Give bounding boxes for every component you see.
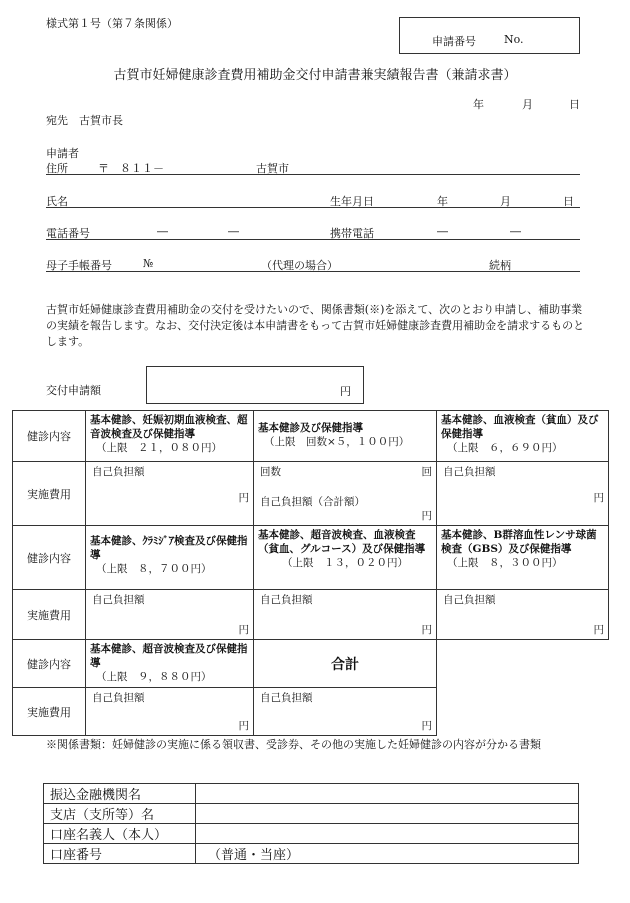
fee-cell-7[interactable]: [86, 688, 254, 736]
note-text: ※関係書類：妊婦健診の実施に係る領収書、受診券、その他の実施した妊婦健診の内容が分かる書類: [46, 738, 541, 751]
mobile-dash-1: ―: [437, 225, 448, 238]
item-6-name: 基本健診、B群溶血性レンサ球菌検査（GBS）及び保健指導: [441, 529, 597, 555]
address-label: 住所: [46, 162, 68, 175]
bank-name-label: 振込金融機関名: [44, 784, 196, 804]
item-5-limit: （上限 １３，０２０円）: [282, 557, 408, 569]
self-pay-label-1: 自己負担額: [92, 466, 145, 478]
fee-cell-6[interactable]: [437, 590, 609, 640]
item-7-name: 基本健診、超音波検査及び保健指導: [90, 643, 248, 669]
application-number-no: No.: [504, 33, 524, 46]
bank-table: [43, 783, 579, 864]
self-pay-label-7: 自己負担額: [92, 692, 145, 704]
birth-label: 生年月日: [330, 195, 374, 208]
date-day: 日: [569, 98, 580, 111]
birth-day: 日: [563, 195, 574, 208]
item-5-name: 基本健診、超音波検査、血液検査（貧血、グルコース）及び保健指導: [258, 529, 426, 555]
yen-3: 円: [593, 492, 604, 504]
item-3-name: 基本健診、血液検査（貧血）及び保健指導: [441, 414, 599, 440]
fee-cell-1[interactable]: [86, 462, 254, 526]
fee-label-1: 実施費用: [13, 462, 86, 526]
total-header: 合計: [254, 640, 437, 688]
branch-label: 支店（支所等）名: [44, 804, 196, 824]
item-1: [86, 411, 254, 462]
handbook-no: №: [143, 257, 154, 270]
content-label-1: 健診内容: [13, 411, 86, 462]
fee-label-2: 実施費用: [13, 590, 86, 640]
amount-field[interactable]: [146, 366, 364, 404]
proxy-label: （代理の場合）: [261, 259, 338, 272]
item-5: [254, 526, 437, 590]
postal-code: 〒 ８１１－: [98, 162, 164, 175]
bank-name-field[interactable]: [196, 784, 579, 804]
yen-2: 円: [421, 510, 432, 522]
yen-6: 円: [593, 624, 604, 636]
application-number-label: 申請番号: [432, 35, 476, 48]
item-6: [437, 526, 609, 590]
holder-label: 口座名義人（本人）: [44, 824, 196, 844]
count-label: 回数: [260, 466, 281, 478]
fee-cell-3[interactable]: [437, 462, 609, 526]
birth-month: 月: [500, 195, 511, 208]
yen-5: 円: [421, 624, 432, 636]
holder-field[interactable]: [196, 824, 579, 844]
item-4-name: 基本健診、ｸﾗﾐｼﾞｱ検査及び保健指導: [90, 535, 248, 561]
date-month: 月: [522, 98, 533, 111]
total-fee-cell[interactable]: [254, 688, 437, 736]
relation-label: 続柄: [489, 259, 511, 272]
self-pay-label-4: 自己負担額: [92, 594, 145, 606]
yen-total: 円: [421, 720, 432, 732]
addressee: 宛先 古賀市長: [46, 114, 123, 127]
yen-1: 円: [238, 492, 249, 504]
item-4: [86, 526, 254, 590]
form-number: 様式第１号（第７条関係）: [46, 17, 178, 30]
applicant-heading: 申請者: [46, 147, 79, 160]
item-3-limit: （上限 ６，６９０円）: [447, 442, 563, 454]
amount-label: 交付申請額: [46, 384, 101, 397]
content-label-2: 健診内容: [13, 526, 86, 590]
checkup-table: [12, 410, 609, 736]
self-pay-label-5: 自己負担額: [260, 594, 313, 606]
phone-dash-2: ―: [228, 225, 239, 238]
amount-unit: 円: [340, 385, 351, 398]
declaration-text: 古賀市妊婦健康診査費用補助金の交付を受けたいので、関係書類(※)を添えて、次のとおり申請し、補助事業の実績を報告します。なお、交付決定後は本申請書をもって古賀市妊婦健康診査費用補助金を請求するものとします。: [46, 303, 585, 348]
item-1-name: 基本健診、妊娠初期血液検査、超音波検査及び保健指導: [90, 414, 248, 440]
fee-cell-4[interactable]: [86, 590, 254, 640]
date-year: 年: [473, 98, 484, 111]
birth-year: 年: [437, 195, 448, 208]
item-4-limit: （上限 ８，７００円）: [96, 563, 212, 575]
address-field[interactable]: [46, 174, 580, 175]
self-pay-label-total: 自己負担額: [260, 692, 313, 704]
self-pay-label-3: 自己負担額: [443, 466, 496, 478]
address-city: 古賀市: [256, 162, 289, 175]
branch-field[interactable]: [196, 804, 579, 824]
item-7: [86, 640, 254, 688]
item-2-limit: （上限 回数×５，１００円）: [264, 436, 410, 448]
phone-label: 電話番号: [46, 227, 90, 240]
name-label: 氏名: [46, 195, 68, 208]
application-number-box[interactable]: [399, 17, 580, 54]
empty-cell-2: [437, 688, 609, 736]
yen-4: 円: [238, 624, 249, 636]
fee-label-3: 実施費用: [13, 688, 86, 736]
empty-cell: [437, 640, 609, 688]
phone-dash-1: ―: [157, 225, 168, 238]
handbook-label: 母子手帳番号: [46, 259, 112, 272]
content-label-3: 健診内容: [13, 640, 86, 688]
phone-field[interactable]: [46, 239, 580, 240]
mobile-dash-2: ―: [510, 225, 521, 238]
page-title: 古賀市妊婦健康診査費用補助金交付申請書兼実績報告書（兼請求書）: [113, 68, 517, 83]
fee-cell-2[interactable]: [254, 462, 437, 526]
times-unit: 回: [421, 466, 432, 478]
fee-cell-5[interactable]: [254, 590, 437, 640]
self-pay-label-6: 自己負担額: [443, 594, 496, 606]
item-1-limit: （上限 ２１，０８０円）: [96, 442, 222, 454]
mobile-label: 携帯電話: [330, 227, 374, 240]
item-2: [254, 411, 437, 462]
handbook-field[interactable]: [46, 271, 580, 272]
account-no-label: 口座番号: [44, 844, 196, 864]
name-field[interactable]: [46, 207, 580, 208]
item-7-limit: （上限 ９，８８０円）: [96, 671, 212, 683]
account-type: （普通・当座）: [208, 848, 300, 863]
yen-7: 円: [238, 720, 249, 732]
item-2-name: 基本健診及び保健指導: [258, 422, 363, 434]
item-3: [437, 411, 609, 462]
item-6-limit: （上限 ８，３００円）: [447, 557, 563, 569]
self-pay-total-label: 自己負担額（合計額）: [260, 496, 365, 508]
account-no-field[interactable]: [196, 844, 579, 864]
